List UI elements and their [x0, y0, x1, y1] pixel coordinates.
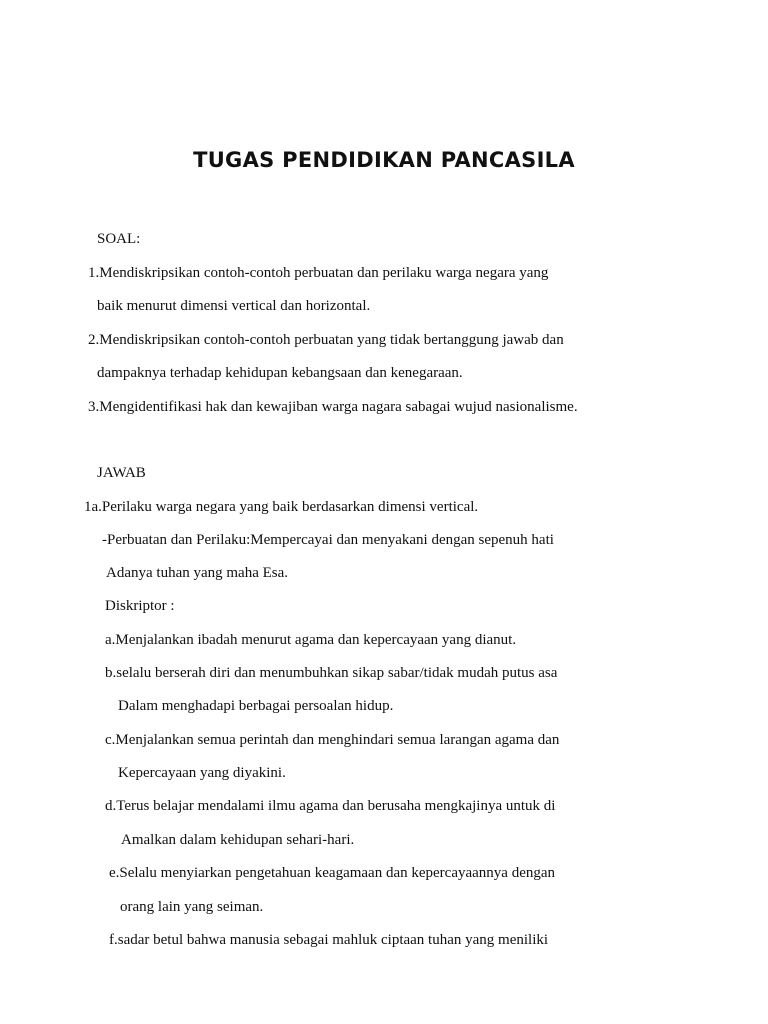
jawab-line: Adanya tuhan yang maha Esa. [106, 565, 289, 581]
jawab-line: d.Terus belajar mendalami ilmu agama dan berusaha mengkajinya untuk di [105, 798, 556, 814]
jawab-line: Kepercayaan yang diyakini. [118, 765, 286, 781]
jawab-line: Diskriptor : [105, 598, 175, 614]
jawab-line: Amalkan dalam kehidupan sehari-hari. [121, 832, 355, 848]
jawab-line: e.Selalu menyiarkan pengetahuan keagamaan dan kepercayaannya dengan [109, 865, 556, 881]
jawab-line: a.Menjalankan ibadah menurut agama dan kepercayaan yang dianut. [105, 632, 517, 648]
soal-line: 1.Mendiskripsikan contoh-contoh perbuatan dan perilaku warga negara yang [88, 265, 549, 281]
soal-line: dampaknya terhadap kehidupan kebangsaan dan kenegaraan. [97, 365, 463, 381]
jawab-heading: JAWAB [97, 465, 146, 481]
soal-line: baik menurut dimensi vertical dan horizontal. [97, 298, 371, 314]
soal-line: 3.Mengidentifikasi hak dan kewajiban warga nagara sabagai wujud nasionalisme. [88, 399, 578, 415]
jawab-line: -Perbuatan dan Perilaku:Mempercayai dan menyakani dengan sepenuh hati [102, 532, 554, 548]
jawab-line: orang lain yang seiman. [120, 899, 264, 915]
jawab-line: b.selalu berserah diri dan menumbuhkan sikap sabar/tidak mudah putus asa [105, 665, 558, 681]
soal-line: 2.Mendiskripsikan contoh-contoh perbuatan yang tidak bertanggung jawab dan [88, 332, 564, 348]
document-title: TUGAS PENDIDIKAN PANCASILA [193, 148, 575, 172]
jawab-line: Dalam menghadapi berbagai persoalan hidup. [118, 698, 394, 714]
jawab-line: c.Menjalankan semua perintah dan menghindari semua larangan agama dan [105, 732, 560, 748]
jawab-line: 1a.Perilaku warga negara yang baik berdasarkan dimensi vertical. [84, 499, 479, 515]
jawab-line: f.sadar betul bahwa manusia sebagai mahluk ciptaan tuhan yang meniliki [109, 932, 549, 948]
soal-heading: SOAL: [97, 231, 141, 247]
